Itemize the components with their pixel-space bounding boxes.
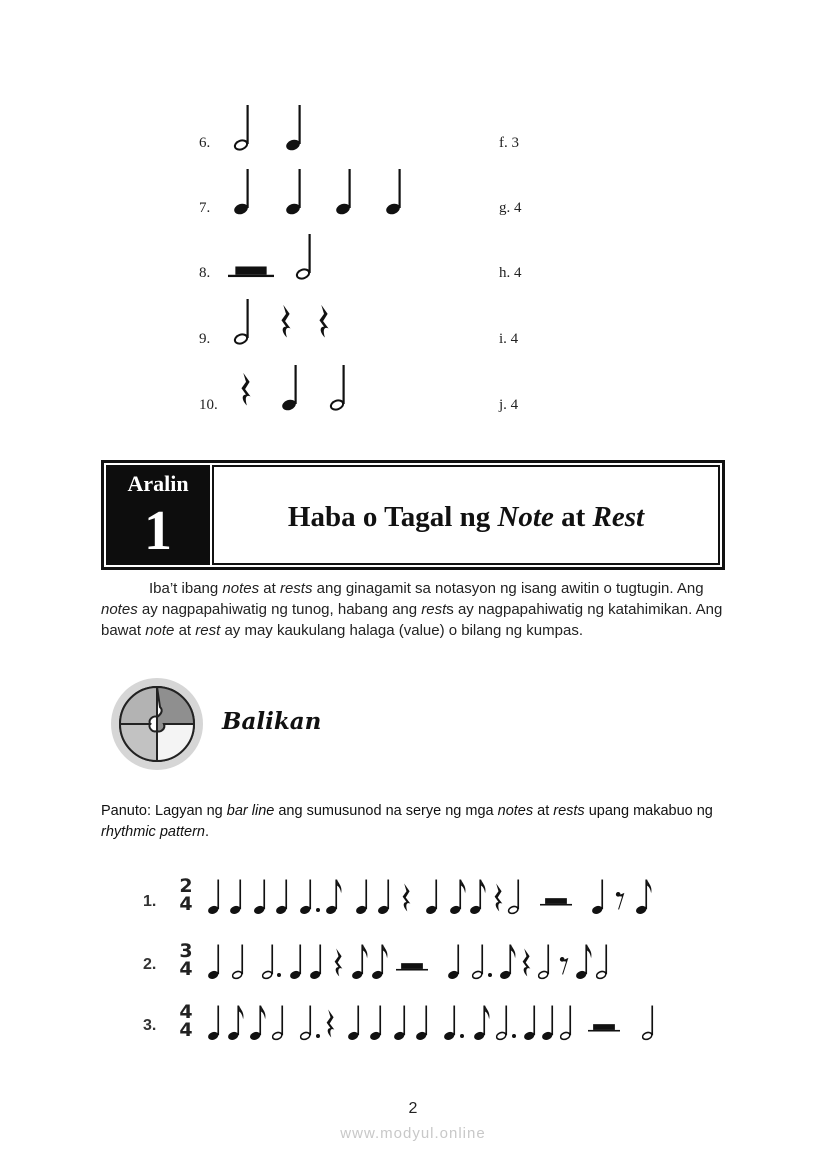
eighth-rest-icon [616, 892, 625, 910]
aralin-number: 1 [144, 500, 172, 562]
aralin-label: Aralin [127, 471, 189, 496]
eighth-note-icon [473, 1006, 490, 1042]
half-note-icon [232, 945, 243, 980]
exercise-number: 1. [143, 893, 157, 910]
quarter-note-icon [369, 1006, 382, 1042]
half-note-icon [300, 1006, 311, 1041]
item-answer: j. 4 [499, 397, 519, 413]
half-note-icon [642, 1006, 653, 1041]
item-number: 7. [199, 200, 211, 216]
whole-rest-icon [396, 963, 428, 970]
lesson-title: Haba o Tagal ng Note at Rest [287, 501, 645, 533]
quarter-note-icon [229, 880, 242, 916]
intro-paragraph: Iba’t ibang notes at rests ang ginagamit sa notasyon ng isang awitin o tugtugin. Ang notes ay nagpapahiwatig ng tunog, habang ang rests ay nagpapahiwatig ng katahimikan. Ang bawat note at rest ay may kaukulang halaga (value) o bilang ng kumpas. [101, 580, 723, 639]
quarter-note-icon [447, 945, 460, 981]
quarter-note-icon [253, 880, 266, 916]
half-note-icon [560, 1006, 571, 1041]
note-row-6 [232, 103, 312, 153]
quarter-rest-icon [335, 949, 343, 977]
quarter-note-icon [233, 169, 250, 216]
quarter-note-icon [207, 880, 220, 916]
item-number: 6. [199, 135, 211, 151]
item-answer: g. 4 [499, 200, 522, 216]
quarter-rest-icon [495, 884, 503, 912]
quarter-note-icon [523, 1006, 536, 1042]
quarter-note-icon [285, 105, 302, 152]
note-row-9 [232, 297, 352, 347]
note-row-8 [228, 232, 328, 282]
eighth-note-icon [351, 945, 368, 981]
item-number: 8. [199, 265, 211, 281]
eighth-note-icon [469, 880, 486, 916]
quarter-note-icon [377, 880, 390, 916]
item-answer: i. 4 [499, 331, 519, 347]
half-note-icon [296, 234, 311, 280]
half-note-icon [472, 945, 483, 980]
quarter-note-icon [281, 365, 298, 412]
quarter-note-icon [289, 945, 302, 981]
time-signature-bottom: 4 [179, 1019, 193, 1041]
quarter-note-icon [355, 880, 368, 916]
eighth-rest-icon [560, 957, 569, 975]
quarter-note-icon [415, 1006, 428, 1042]
quarter-rest-icon [281, 305, 290, 338]
exercise-number: 3. [143, 1017, 157, 1034]
quarter-note-icon [275, 880, 288, 916]
quarter-note-icon [285, 169, 302, 216]
item-number: 9. [199, 331, 211, 347]
quarter-note-icon [309, 945, 322, 981]
quarter-rest-icon [523, 949, 531, 977]
exercise-number: 2. [143, 956, 157, 973]
note-row-7 [232, 167, 412, 217]
time-signature-top: 2 [179, 875, 193, 897]
half-note-icon [596, 945, 607, 980]
quarter-rest-icon [241, 373, 250, 406]
lesson-number-box [106, 465, 210, 565]
quarter-note-icon [425, 880, 438, 916]
time-signature-top: 3 [179, 940, 193, 962]
item-number: 10. [199, 397, 218, 413]
quarter-note-icon [299, 880, 312, 916]
eighth-note-icon [449, 880, 466, 916]
half-note-icon [272, 1006, 283, 1041]
whole-rest-icon [588, 1024, 620, 1031]
eighth-note-icon [227, 1006, 244, 1042]
half-note-icon [234, 105, 249, 151]
item-answer: h. 4 [499, 265, 522, 281]
rhythm-row-1 [178, 868, 698, 918]
whole-rest-icon [540, 898, 572, 905]
quarter-note-icon [591, 880, 604, 916]
quarter-note-icon [347, 1006, 360, 1042]
puzzle-icon [110, 677, 204, 771]
watermark: www.modyul.online [340, 1125, 486, 1142]
rhythm-row-2 [178, 933, 698, 983]
eighth-note-icon [635, 880, 652, 916]
half-note-icon [496, 1006, 507, 1041]
time-signature-top: 4 [179, 1001, 193, 1023]
half-note-icon [234, 299, 249, 345]
quarter-note-icon [335, 169, 352, 216]
quarter-note-icon [385, 169, 402, 216]
lesson-title-box [212, 465, 720, 565]
time-signature-bottom: 4 [179, 958, 193, 980]
quarter-rest-icon [403, 884, 411, 912]
eighth-note-icon [249, 1006, 266, 1042]
rhythm-row-3 [178, 994, 698, 1044]
eighth-note-icon [575, 945, 592, 981]
half-note-icon [508, 880, 519, 915]
instructions: Panuto: Lagyan ng bar line ang sumusunod na serye ng mga notes at rests upang makabuo ng rhythmic pattern. [101, 803, 713, 840]
time-signature-bottom: 4 [179, 893, 193, 915]
whole-rest-icon [228, 266, 274, 277]
quarter-note-icon [443, 1006, 456, 1042]
half-note-icon [538, 945, 549, 980]
eighth-note-icon [371, 945, 388, 981]
item-answer: f. 3 [499, 135, 519, 151]
quarter-note-icon [207, 945, 220, 981]
quarter-note-icon [393, 1006, 406, 1042]
eighth-note-icon [325, 880, 342, 916]
quarter-rest-icon [319, 305, 328, 338]
lesson-banner [101, 460, 725, 570]
eighth-note-icon [499, 945, 516, 981]
half-note-icon [262, 945, 273, 980]
quarter-note-icon [207, 1006, 220, 1042]
note-row-10 [238, 363, 368, 413]
quarter-note-icon [541, 1006, 554, 1042]
section-title: Balikan [222, 708, 322, 735]
half-note-icon [330, 365, 345, 411]
page-number: 2 [408, 1100, 418, 1117]
quarter-rest-icon [327, 1010, 335, 1038]
